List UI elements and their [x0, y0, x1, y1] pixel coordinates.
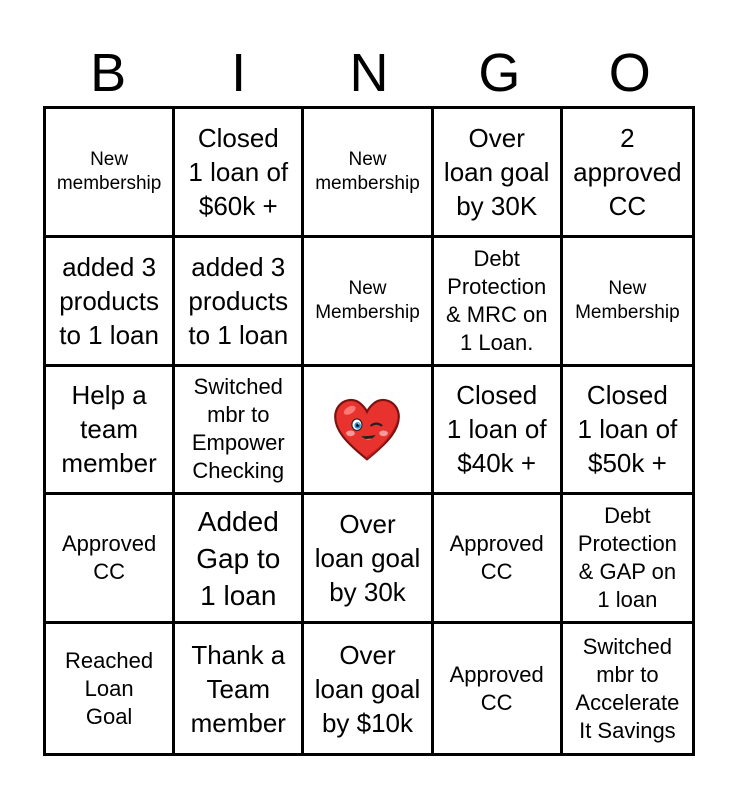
header-letter-b: B — [90, 43, 127, 103]
bingo-cell[interactable]: Switched mbr to Accelerate It Savings — [575, 633, 680, 743]
bingo-cell[interactable]: Approved CC — [434, 495, 563, 624]
bingo-cell[interactable]: New membership — [304, 109, 433, 238]
header-letter-o: O — [608, 43, 651, 103]
bingo-cell[interactable]: Approved CC — [46, 495, 175, 624]
free-space-cell[interactable] — [304, 367, 433, 496]
bingo-cell[interactable]: Debt Protection & GAP on 1 loan — [563, 495, 692, 624]
bingo-cell[interactable]: New Membership — [563, 238, 692, 367]
bingo-cell[interactable]: Closed 1 loan of $50k + — [563, 367, 692, 496]
bingo-header — [43, 40, 695, 106]
bingo-cell[interactable]: Over loan goal by 30K — [434, 109, 563, 238]
bingo-board — [43, 106, 695, 756]
bingo-cell[interactable]: Switched mbr to Empower Checking — [175, 367, 304, 496]
bingo-cell[interactable]: Closed 1 loan of $60k + — [175, 109, 304, 238]
bingo-cell[interactable]: Over loan goal by 30k — [304, 495, 433, 624]
bingo-cell[interactable]: Help a team member — [46, 367, 175, 496]
bingo-cell[interactable]: New Membership — [304, 238, 433, 367]
winking-heart-icon — [331, 393, 403, 465]
header-letter-n: N — [349, 43, 389, 103]
bingo-cell[interactable]: Reached Loan Goal — [46, 624, 175, 753]
bingo-cell[interactable]: Thank a Team member — [175, 624, 304, 753]
bingo-cell[interactable]: 2 approved CC — [563, 109, 692, 238]
bingo-cell[interactable]: Debt Protection & MRC on 1 Loan. — [434, 238, 563, 367]
bingo-cell[interactable]: Closed 1 loan of $40k + — [434, 367, 563, 496]
bingo-cell[interactable]: New membership — [46, 109, 175, 238]
bingo-cell[interactable]: Added Gap to 1 loan — [175, 495, 304, 624]
header-letter-g: G — [478, 43, 521, 103]
bingo-cell[interactable]: Approved CC — [434, 624, 563, 753]
bingo-cell[interactable]: added 3 products to 1 loan — [46, 238, 175, 367]
bingo-cell[interactable]: added 3 products to 1 loan — [175, 238, 304, 367]
bingo-cell[interactable]: Over loan goal by $10k — [304, 624, 433, 753]
header-letter-i: I — [231, 43, 247, 103]
